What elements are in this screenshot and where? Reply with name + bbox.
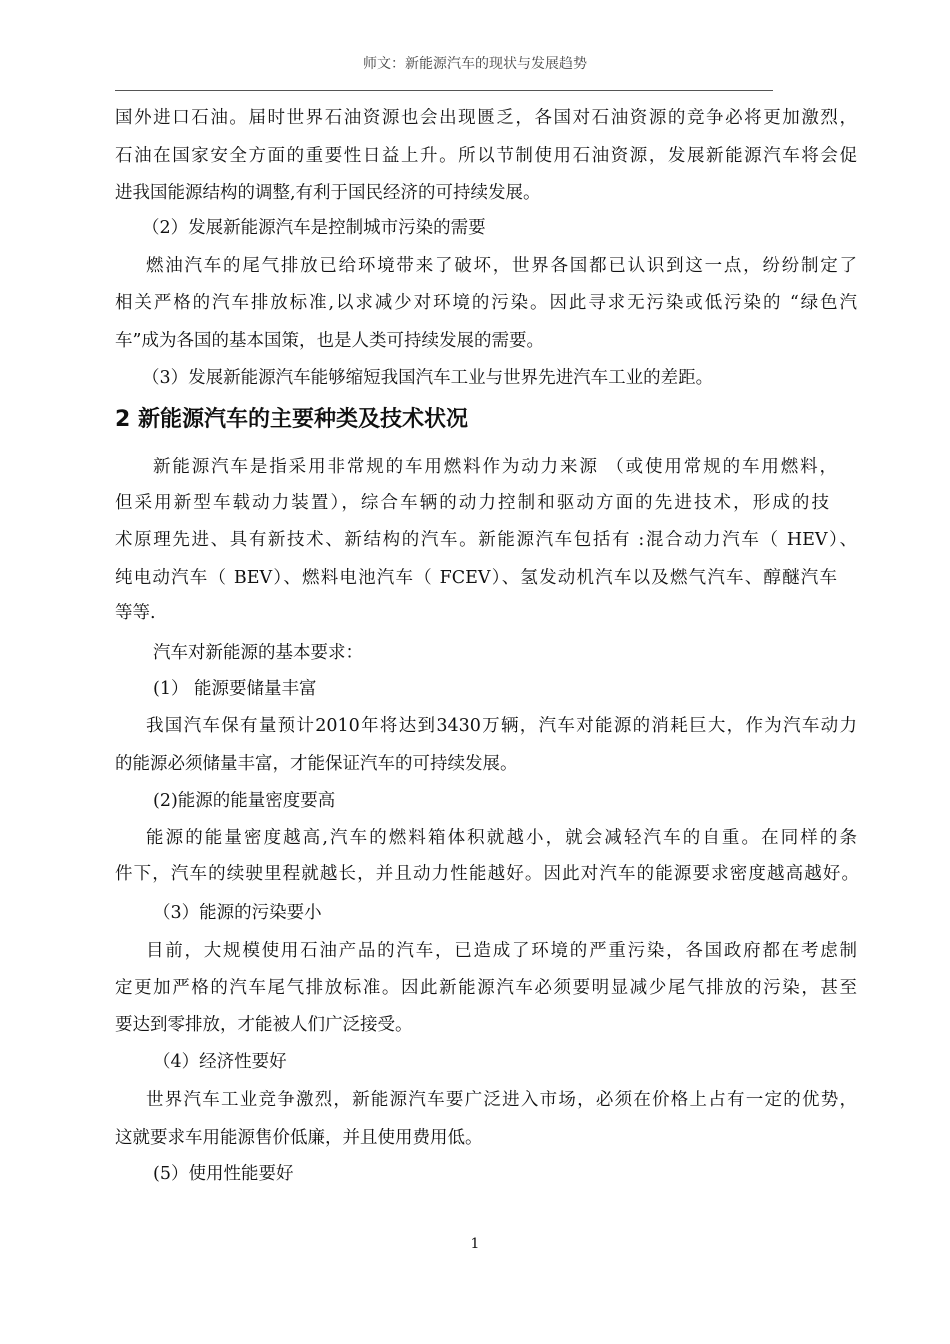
subsection-title: （4）经济性要好 (153, 1052, 287, 1072)
body-line: 这就要求车用能源售价低廉，并且使用费用低。 (115, 1128, 483, 1148)
subsection-title: (2)能源的能量密度要高 (153, 791, 336, 811)
subsection-title: （3）发展新能源汽车能够缩短我国汽车工业与世界先进汽车工业的差距。 (142, 368, 714, 388)
subsection-title: (5）使用性能要好 (153, 1164, 294, 1184)
page-number: 1 (470, 1236, 480, 1252)
body-line: 件下，汽车的续驶里程就越长，并且动力性能越好。因此对汽车的能源要求密度越高越好。 (115, 864, 859, 884)
subsection-title: （3）能源的污染要小 (153, 903, 322, 923)
body-line: 燃油汽车的尾气排放已给环境带来了破坏，世界各国都已认识到这一点，纷纷制定了 (146, 256, 857, 276)
body-line: 目前，大规模使用石油产品的汽车，已造成了环境的严重污染，各国政府都在考虑制 (146, 941, 857, 961)
section-heading: 2 新能源汽车的主要种类及技术状况 (115, 407, 468, 432)
body-line: 进我国能源结构的调整,有利于国民经济的可持续发展。 (115, 183, 541, 203)
body-line: 要达到零排放，才能被人们广泛接受。 (115, 1015, 413, 1035)
body-line: 国外进口石油。届时世界石油资源也会出现匮乏，各国对石油资源的竞争必将更加激烈， (115, 108, 857, 128)
body-line: 新能源汽车是指采用非常规的车用燃料作为动力来源 （或使用常规的车用燃料， (153, 457, 837, 477)
body-line: 汽车对新能源的基本要求： (153, 643, 363, 663)
body-line: 但采用新型车载动力装置），综合车辆的动力控制和驱动方面的先进技术，形成的技 (115, 493, 829, 513)
body-line: 车”成为各国的基本国策，也是人类可持续发展的需要。 (115, 331, 544, 351)
body-line: 能源的能量密度越高,汽车的燃料箱体积就越小，就会减轻汽车的自重。在同样的条 (146, 828, 857, 848)
body-line: 纯电动汽车（ BEV）、燃料电池汽车（ FCEV）、氢发动机汽车以及燃气汽车、醇醚汽车 (115, 568, 837, 588)
body-line: 定更加严格的汽车尾气排放标准。因此新能源汽车必须要明显减少尾气排放的污染，甚至 (115, 978, 857, 998)
body-line: 石油在国家安全方面的重要性日益上升。所以节制使用石油资源，发展新能源汽车将会促 (115, 146, 857, 166)
body-line: 我国汽车保有量预计2010年将达到3430万辆，汽车对能源的消耗巨大，作为汽车动力 (146, 716, 857, 736)
body-line: 相关严格的汽车排放标准,以求减少对环境的污染。因此寻求无污染或低污染的 “绿色汽 (115, 293, 857, 313)
subsection-title: （2）发展新能源汽车是控制城市污染的需要 (142, 218, 486, 238)
page-header-title: 师文：新能源汽车的现状与发展趋势 (363, 56, 587, 72)
body-line: 等等. (115, 603, 156, 623)
body-line: 的能源必须储量丰富，才能保证汽车的可持续发展。 (115, 754, 518, 774)
subsection-title: (1） 能源要储量丰富 (153, 679, 317, 699)
body-line: 术原理先进、具有新技术、新结构的汽车。新能源汽车包括有 :混合动力汽车（ HEV）、 (115, 530, 857, 550)
header-divider (115, 90, 773, 91)
body-line: 世界汽车工业竞争激烈，新能源汽车要广泛进入市场，必须在价格上占有一定的优势， (146, 1090, 857, 1110)
